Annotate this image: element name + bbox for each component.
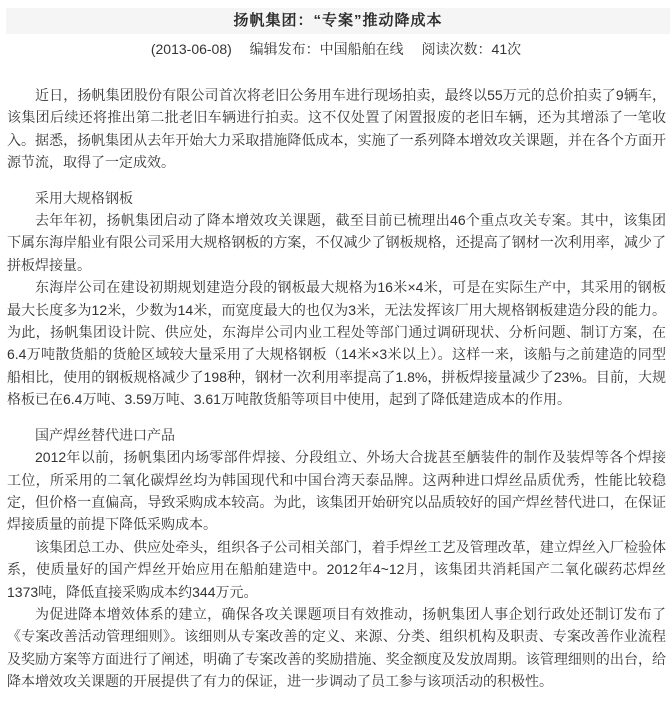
article-body [0, 84, 672, 693]
article-paragraph: 该集团总工办、供应处牵头，组织各子公司相关部门，着手焊丝工艺及管理改革，建立焊丝入厂检验体系，使质量好的国产焊丝开始应用在船舶建造中。2012年4~12月，该集团共消耗国产二氧化碳药芯焊丝1373吨，降低直接采购成本约344万元。 [7, 538, 666, 600]
article-page [0, 8, 672, 702]
read-count: 阅读次数：41次 [421, 41, 522, 57]
title-bar [6, 8, 670, 34]
page-title: 扬帆集团：“专案”推动降成本 [233, 12, 443, 29]
publish-date: (2013-06-08) [150, 41, 232, 57]
article-paragraph: 2012年以前，扬帆集团内场零部件焊接、分段组立、外场大合拢甚至舾装件的制作及装焊等各个焊接工位，所采用的二氧化碳焊丝均为韩国现代和中国台湾天泰品牌。这两种进口焊丝品质优秀，性能比较稳定，但价格一直偏高，导致采购成本较高。为此，该集团开始研究以品质较好的国产焊丝替代进口，在保证焊接质量的前提下降低采购成本。 [7, 449, 666, 533]
section-heading: 国产焊丝替代进口产品 [35, 426, 175, 443]
section-heading: 采用大规格钢板 [35, 189, 133, 206]
article-paragraph: 近日，扬帆集团股份有限公司首次将老旧公务用车进行现场拍卖，最终以55万元的总价拍卖了9辆车，该集团后续还将推出第二批老旧车辆进行拍卖。这不仅处置了闲置报废的老旧车辆，还为其增添了一笔收入。据悉，扬帆集团从去年开始大力采取措施降低成本，实施了一系列降本增效攻关课题，并在各个方面开源节流，取得了一定成效。 [7, 87, 666, 171]
article-paragraph: 东海岸公司在建设初期规划建造分段的钢板最大规格为16米×4米，可是在实际生产中，其采用的钢板最大长度多为12米，少数为14米，而宽度最大的也仅为3米，无法发挥该厂用大规格钢板建造分段的能力。为此，扬帆集团设计院、供应处，东海岸公司内业工程处等部门通过调研现状、分析问题、制订方案，在6.4万吨散货船的货舱区域较大量采用了大规格钢板（14米×3米以上）。这样一来，该船与之前建造的同型船相比，使用的钢板规格减少了198种，钢材一次利用率提高了1.8%，拼板焊接量减少了23%。目前，大规格板已在6.4万吨、3.59万吨、3.61万吨散货船等项目中使用，起到了降低建造成本的作用。 [7, 279, 666, 408]
article-paragraph: 去年年初，扬帆集团启动了降本增效攻关课题，截至目前已梳理出46个重点攻关专案。其中，该集团下属东海岸船业有限公司采用大规格钢板的方案，不仅减少了钢板规格，还提高了钢材一次利用率，减少了拼板焊接量。 [7, 212, 666, 273]
article-paragraph: 为促进降本增效体系的建立，确保各攻关课题项目有效推动，扬帆集团人事企划行政处还制订发布了《专案改善活动管理细则》。该细则从专案改善的定义、来源、分类、组织机构及职责、专案改善作业流程及奖励方案等方面进行了阐述，明确了专案改善的奖励措施、奖金额度及发放周期。该管理细则的出台，给降本增效攻关课题的开展提供了有力的保证，进一步调动了员工参与该项活动的积极性。 [7, 605, 666, 690]
publisher-info: 编辑发布：中国船舶在线 [249, 41, 404, 57]
byline [0, 41, 672, 57]
